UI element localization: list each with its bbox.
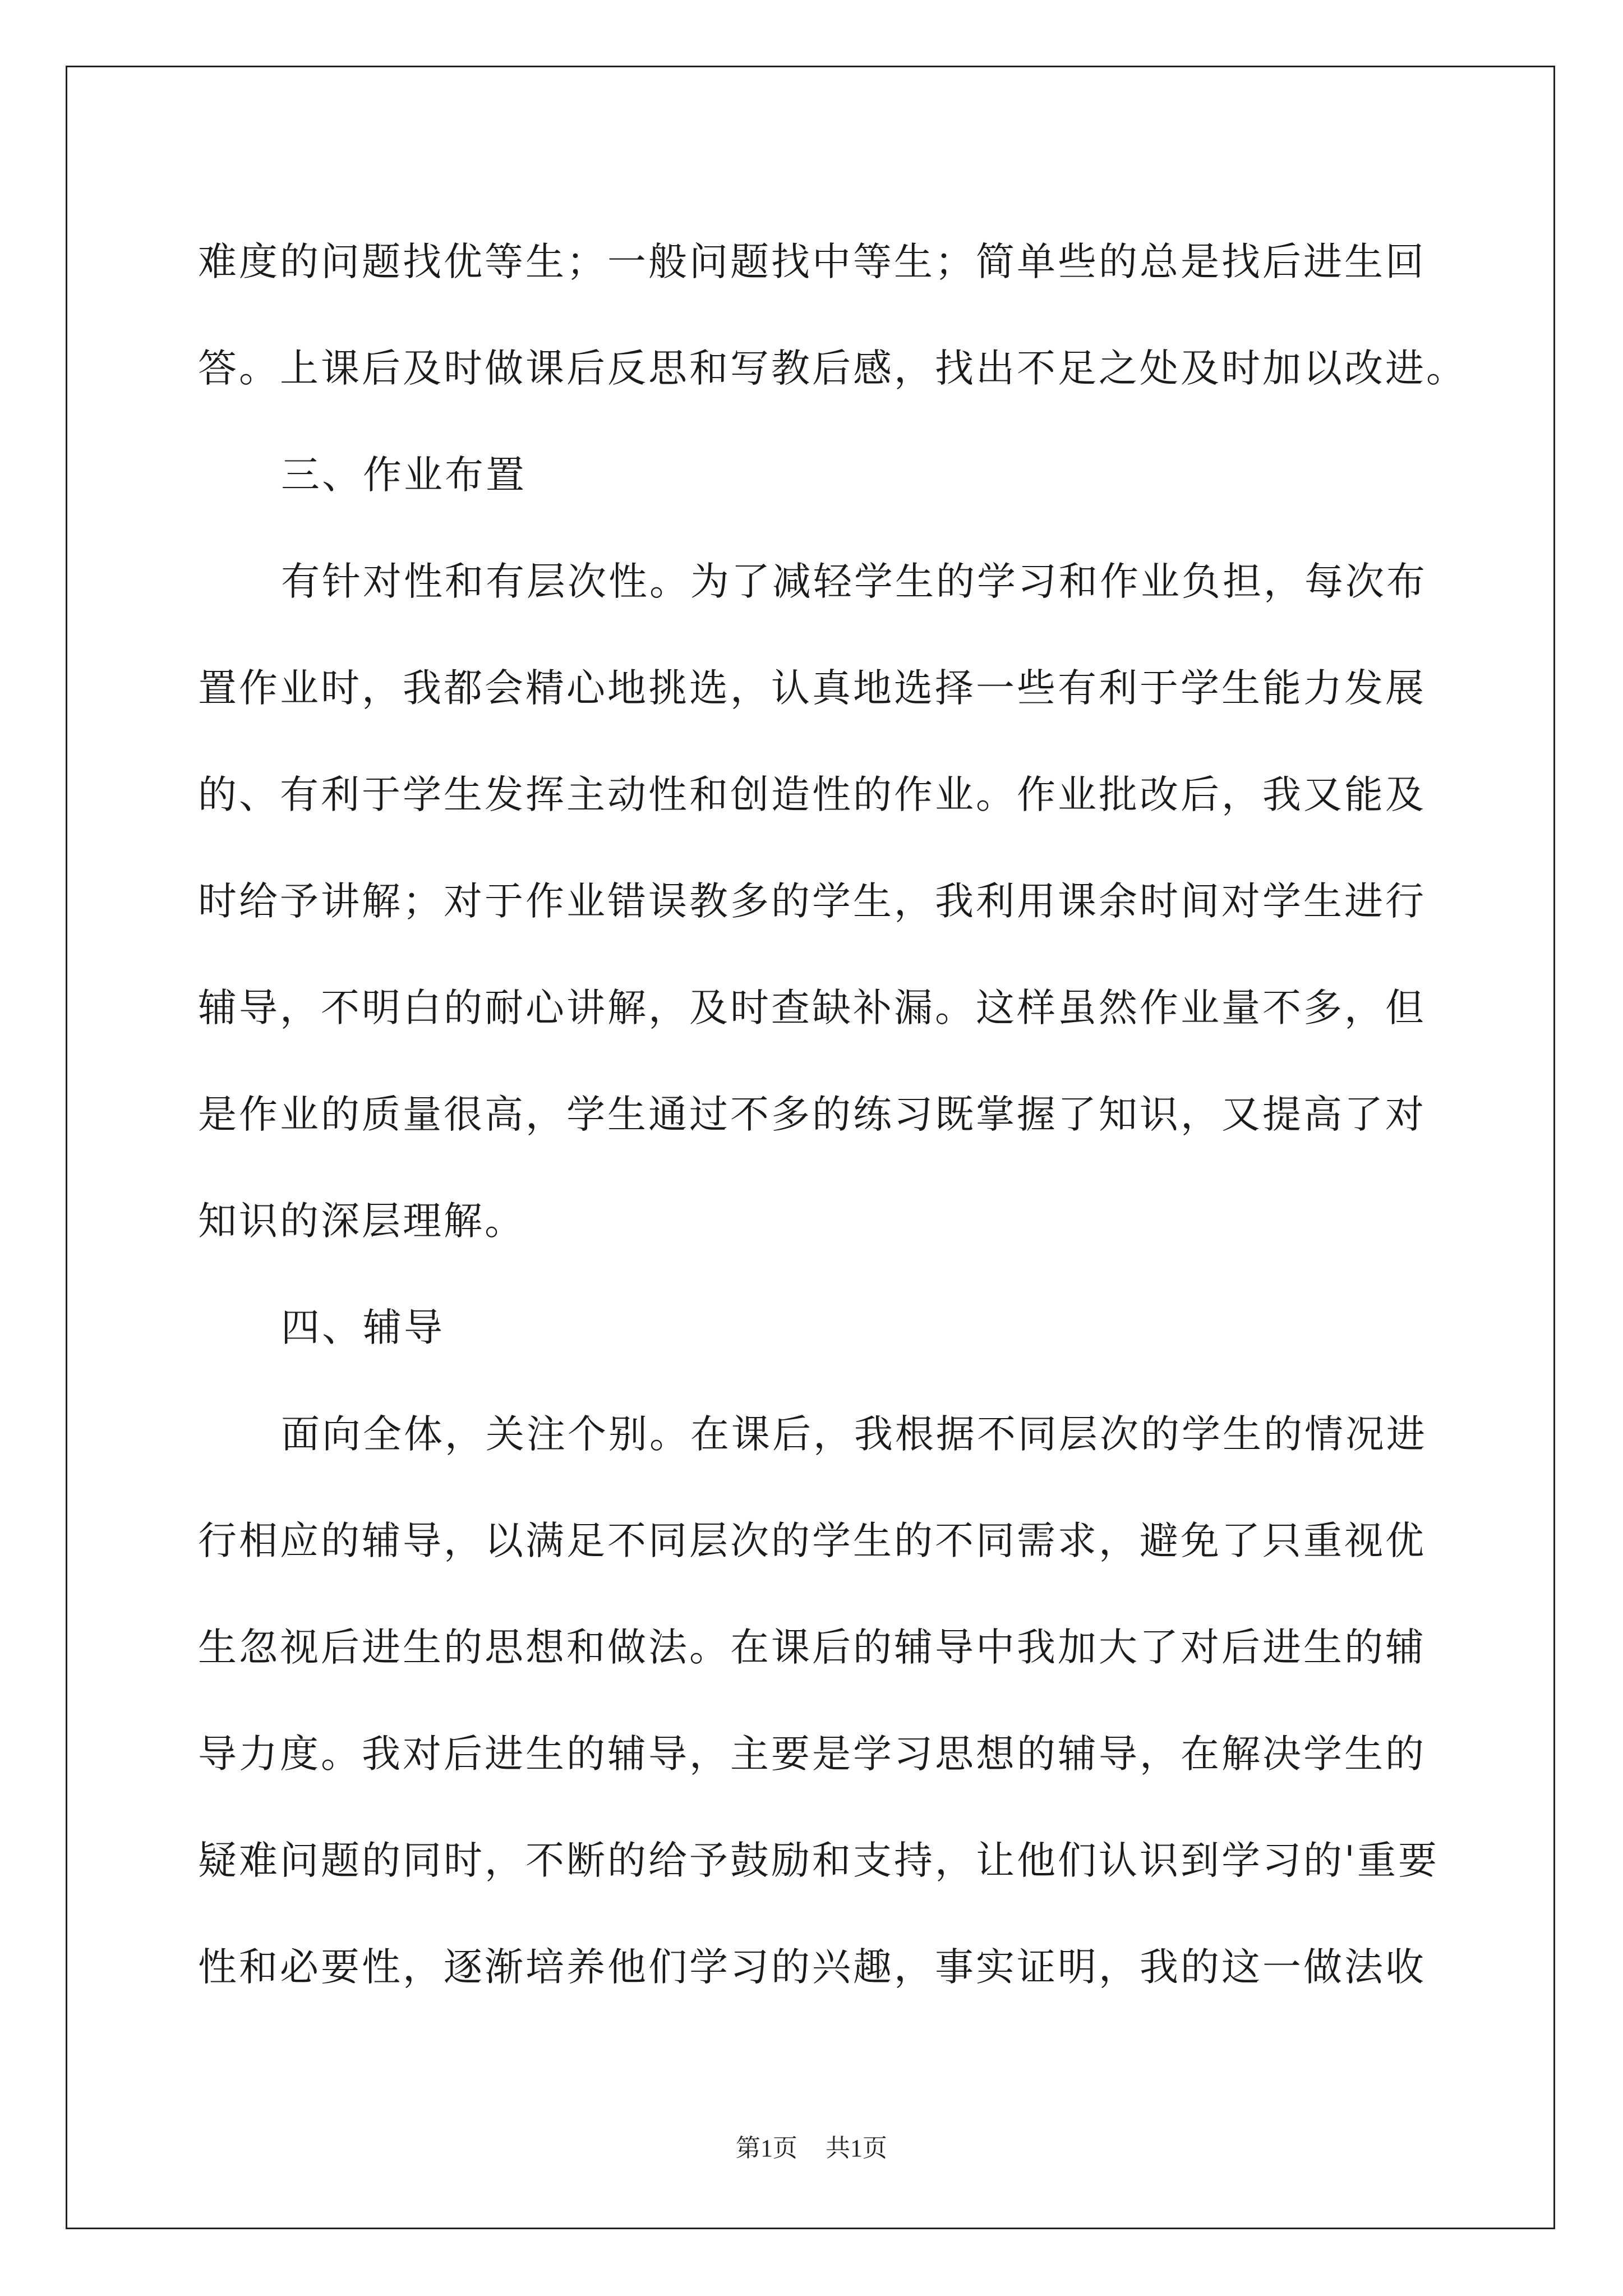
text-line: 是作业的质量很高，学生通过不多的练习既掌握了知识，又提高了对 [198,1092,1426,1137]
page-number-total: 共1页 [826,2134,887,2162]
text-line: 答。上课后及时做课后反思和写教后感，找出不足之处及时加以改进。 [198,346,1467,391]
text-line: 辅导，不明白的耐心讲解，及时查缺补漏。这样虽然作业量不多，但 [198,986,1426,1030]
section-heading: 四、辅导 [281,1305,445,1350]
text-line: 导力度。我对后进生的辅导，主要是学习思想的辅导，在解决学生的 [198,1732,1426,1777]
text-line: 置作业时，我都会精心地挑选，认真地选择一些有利于学生能力发展 [198,666,1426,711]
page-number-current: 第1页 [736,2134,797,2162]
document-body [198,209,1467,2021]
text-line: 性和必要性，逐渐培养他们学习的兴趣，事实证明，我的这一做法收 [198,1945,1426,1990]
text-line: 面向全体，关注个别。在课后，我根据不同层次的学生的情况进 [281,1412,1427,1457]
text-line: 生忽视后进生的思想和做法。在课后的辅导中我加大了对后进生的辅 [198,1625,1426,1670]
text-line: 时给予讲解；对于作业错误教多的学生，我利用课余时间对学生进行 [198,879,1426,924]
text-line: 有针对性和有层次性。为了减轻学生的学习和作业负担，每次布 [281,559,1427,604]
page-footer [0,2132,1623,2165]
text-line: 的、有利于学生发挥主动性和创造性的作业。作业批改后，我又能及 [198,772,1426,817]
section-heading: 三、作业布置 [281,453,527,498]
text-line: 疑难问题的同时，不断的给予鼓励和支持，让他们认识到学习的'重要 [198,1838,1439,1883]
text-line: 难度的问题找优等生；一般问题找中等生；简单些的总是找后进生回 [198,240,1426,284]
text-line: 知识的深层理解。 [198,1199,525,1244]
text-line: 行相应的辅导，以满足不同层次的学生的不同需求，避免了只重视优 [198,1519,1426,1563]
